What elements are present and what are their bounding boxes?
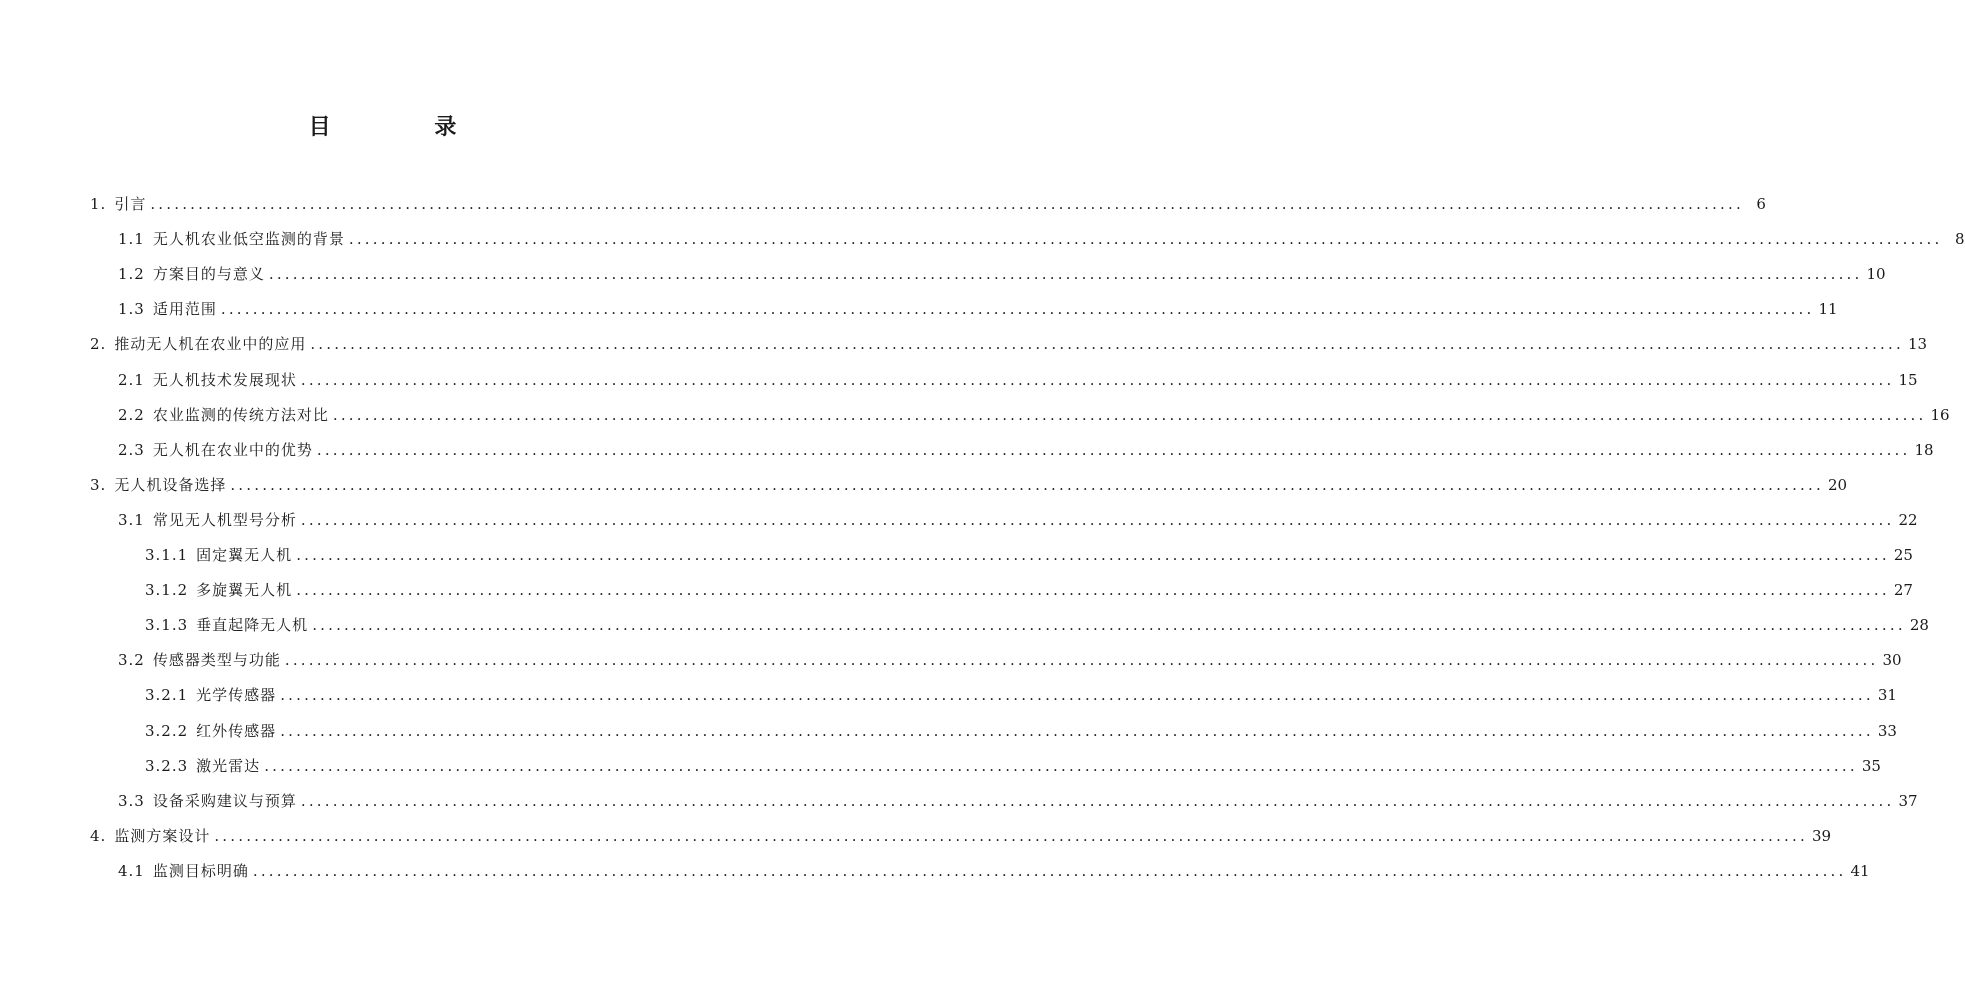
toc-leader-dots: ........................................................................................................................................................................................................ <box>296 581 1890 600</box>
toc-entry-number: 3.1.3 <box>145 616 189 635</box>
toc-entry-title <box>118 857 249 885</box>
toc-entry-title <box>90 190 146 218</box>
toc-entry[interactable] <box>90 822 1832 850</box>
toc-page-number: 30 <box>1882 651 1902 670</box>
toc-page-number: 39 <box>1811 826 1832 845</box>
toc-entry-title <box>145 576 292 604</box>
toc-entry-label: 无人机农业低空监测的背景 <box>152 230 345 249</box>
toc-page-number: 22 <box>1898 510 1918 529</box>
toc-entry-number: 4. <box>90 826 107 845</box>
toc-entry-label: 无人机在农业中的优势 <box>152 440 313 459</box>
toc-entry[interactable] <box>118 436 1934 464</box>
toc-entry-title <box>145 681 276 709</box>
toc-entry[interactable] <box>118 260 1886 288</box>
toc-leader-dots: ........................................................................................................................................................................................................ <box>296 546 1890 564</box>
toc-entry-label: 无人机技术发展现状 <box>152 370 297 389</box>
toc-entry-label: 设备采购建议与预算 <box>152 791 297 810</box>
toc-entry[interactable] <box>118 366 1918 394</box>
toc-entry-title <box>118 366 297 394</box>
toc-entry[interactable] <box>145 576 1913 604</box>
toc-page-number: 16 <box>1930 405 1950 424</box>
toc-entry[interactable] <box>118 506 1918 534</box>
toc-page-number: 35 <box>1861 756 1881 775</box>
toc-leader-dots: ........................................................................................................................................................................................................ <box>348 230 1943 249</box>
toc-entry-title <box>118 401 329 429</box>
toc-entry-number: 2.3 <box>118 440 145 459</box>
toc-entry-title <box>118 506 297 534</box>
toc-page-number: 15 <box>1898 370 1918 389</box>
toc-entry-number: 3.1 <box>118 510 145 529</box>
toc-leader-dots: ........................................................................................................................................................................................................ <box>220 300 1815 319</box>
toc-entry[interactable] <box>118 646 1902 674</box>
toc-page-number: 28 <box>1909 616 1929 635</box>
toc-entry-label: 固定翼无人机 <box>196 546 293 564</box>
page-title: 目 录 <box>308 115 505 140</box>
toc-page-number: 10 <box>1866 265 1886 284</box>
toc-leader-dots: ........................................................................................................................................................................................................ <box>284 651 1879 670</box>
toc-page-number: 20 <box>1827 475 1848 494</box>
toc-entry-label: 常见无人机型号分析 <box>152 510 297 529</box>
toc-page-number: 13 <box>1907 335 1928 354</box>
toc-entry-title <box>118 436 313 464</box>
toc-leader-dots: ........................................................................................................................................................................................................ <box>230 475 1824 494</box>
toc-entry-title <box>118 295 217 323</box>
toc-entry-title <box>145 752 260 780</box>
toc-entry-number: 2. <box>90 335 107 354</box>
toc-entry-label: 引言 <box>114 195 147 213</box>
toc-entry[interactable] <box>118 225 1965 253</box>
toc-page-number: 18 <box>1914 440 1934 459</box>
toc-page-number: 11 <box>1818 300 1838 319</box>
toc-entry[interactable] <box>145 752 1881 780</box>
toc-page-number: 25 <box>1893 546 1913 564</box>
toc-entry-label: 无人机设备选择 <box>114 475 227 494</box>
toc-entry-label: 光学传感器 <box>196 686 277 705</box>
toc-entry-number: 1. <box>90 195 107 213</box>
toc-entry-label: 推动无人机在农业中的应用 <box>114 335 307 354</box>
toc-entry[interactable] <box>90 190 1766 218</box>
toc-entry-number: 3.2.2 <box>145 721 189 740</box>
toc-leader-dots: ........................................................................................................................................................................................................ <box>300 791 1895 810</box>
toc-leader-dots: ........................................................................................................................................................................................................ <box>300 510 1895 529</box>
toc-entry-number: 3.3 <box>118 791 145 810</box>
toc-entry-title <box>118 787 297 815</box>
toc-entry[interactable] <box>90 471 1848 499</box>
toc-leader-dots: ........................................................................................................................................................................................................ <box>310 335 1904 354</box>
toc-page-number: 8 <box>1954 230 1965 249</box>
toc-page-number: 27 <box>1893 581 1913 600</box>
toc-entry[interactable] <box>118 401 1950 429</box>
toc-leader-dots: ........................................................................................................................................................................................................ <box>312 616 1906 635</box>
toc-leader-dots: ........................................................................................................................................................................................................ <box>280 686 1874 705</box>
toc-leader-dots: ........................................................................................................................................................................................................ <box>332 405 1927 424</box>
toc-leader-dots: ........................................................................................................................................................................................................ <box>268 265 1863 284</box>
toc-leader-dots: ........................................................................................................................................................................................................ <box>300 370 1895 389</box>
toc-entry[interactable] <box>145 717 1897 745</box>
toc-entry-label: 传感器类型与功能 <box>152 651 281 670</box>
toc-entry-label: 适用范围 <box>152 300 217 319</box>
toc-entry-title <box>90 330 306 358</box>
toc-entry-title <box>118 225 345 253</box>
toc-entry-label: 监测目标明确 <box>152 861 249 880</box>
toc-entry[interactable] <box>145 681 1897 709</box>
toc-entry-number: 3.2 <box>118 651 145 670</box>
toc-entry[interactable] <box>118 857 1870 885</box>
toc-page-number: 6 <box>1756 195 1766 213</box>
toc-entry-number: 1.1 <box>118 230 145 249</box>
toc-entry-number: 3.2.1 <box>145 686 189 705</box>
toc-entry-title <box>145 717 276 745</box>
toc-entry-label: 多旋翼无人机 <box>196 581 293 600</box>
toc-leader-dots: ........................................................................................................................................................................................................ <box>316 440 1911 459</box>
toc-leader-dots: ........................................................................................................................................................................................................ <box>252 861 1847 880</box>
toc-entry-number: 3.1.2 <box>145 581 189 600</box>
toc-leader-dots: ........................................................................................................................................................................................................ <box>280 721 1874 740</box>
toc-entry-label: 红外传感器 <box>196 721 277 740</box>
toc-entry-title <box>118 646 281 674</box>
toc-leader-dots: ........................................................................................................................................................................................................ <box>150 195 1744 213</box>
toc-page-number: 37 <box>1898 791 1918 810</box>
toc-page-number: 41 <box>1850 861 1870 880</box>
toc-entry-number: 2.2 <box>118 405 145 424</box>
toc-entry-title <box>90 471 226 499</box>
toc-page-number: 31 <box>1877 686 1897 705</box>
toc-entry-number: 1.3 <box>118 300 145 319</box>
toc-entry-title <box>145 541 292 569</box>
toc-entry-title <box>118 260 265 288</box>
toc-leader-dots: ........................................................................................................................................................................................................ <box>214 826 1808 845</box>
toc-entry-number: 1.2 <box>118 265 145 284</box>
toc-entry-title <box>145 611 308 639</box>
toc-entry-label: 激光雷达 <box>196 756 261 775</box>
toc-entry[interactable] <box>118 787 1918 815</box>
toc-entry-number: 3. <box>90 475 107 494</box>
toc-entry[interactable] <box>90 330 1928 358</box>
toc-leader-dots: ........................................................................................................................................................................................................ <box>264 756 1858 775</box>
toc-entry[interactable] <box>145 611 1929 639</box>
toc-entry-number: 3.2.3 <box>145 756 189 775</box>
toc-entry-number: 3.1.1 <box>145 546 189 564</box>
toc-page-number: 33 <box>1877 721 1897 740</box>
toc-entry-title <box>90 822 210 850</box>
toc-entry-label: 农业监测的传统方法对比 <box>152 405 329 424</box>
toc-entry-number: 2.1 <box>118 370 145 389</box>
toc-entry[interactable] <box>145 541 1913 569</box>
toc-entry-number: 4.1 <box>118 861 145 880</box>
toc-entry-label: 方案目的与意义 <box>152 265 265 284</box>
toc-entry-label: 监测方案设计 <box>114 826 211 845</box>
toc-entry-label: 垂直起降无人机 <box>196 616 309 635</box>
toc-entry[interactable] <box>118 295 1838 323</box>
